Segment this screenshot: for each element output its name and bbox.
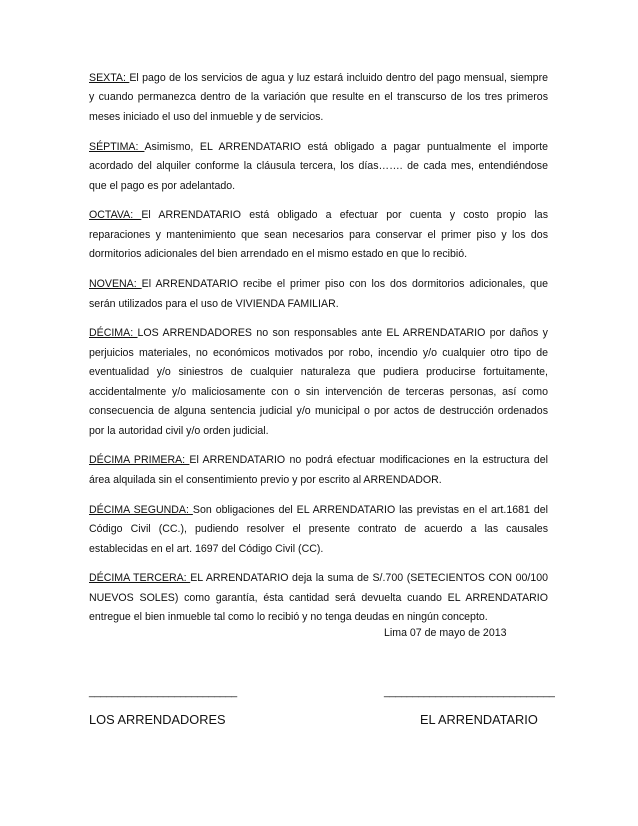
clause-text: El ARRENDATARIO está obligado a efectuar por cuenta y costo propio las reparaciones y mantenimiento que sean necesarios para conservar el primer piso y los dos dormitorios adicionales del bien arrendado en el mismo estado en que lo recibió.	[89, 209, 548, 261]
clause-label: DÉCIMA SEGUNDA:	[89, 503, 193, 516]
clause-decima-segunda	[89, 501, 548, 559]
clause-decima	[89, 324, 548, 440]
clause-label: OCTAVA:	[89, 209, 142, 222]
clause-sexta	[89, 69, 548, 127]
signature-line-arrendadores: __________________________	[89, 686, 237, 698]
signature-line-arrendatario: ______________________________	[384, 686, 555, 698]
clause-decima-tercera	[89, 569, 548, 627]
clause-text: Asimismo, EL ARRENDATARIO está obligado a pagar puntualmente el importe acordado del alquiler conforme la cláusula tercera, los días……. de cada mes, entendiéndose que el pago es por adelantado.	[89, 140, 548, 192]
clause-label: DÉCIMA TERCERA:	[89, 572, 191, 585]
clause-text: EL ARRENDATARIO deja la suma de S/.700 (SETECIENTOS CON 00/100 NUEVOS SOLES) como garantía, ésta cantidad será devuelta cuando EL ARRENDATARIO entregue el bien inmueble tal como lo recibió y no tenga deudas en ningún concepto.	[89, 572, 548, 624]
signature-label-arrendadores: LOS ARRENDADORES	[89, 712, 226, 727]
clause-text: El pago de los servicios de agua y luz estará incluido dentro del pago mensual, siempre y cuando permanezca dentro de la variación que resulte en el transcurso de los tres primeros meses iniciado el uso del inmueble y de servicios.	[89, 72, 548, 123]
clause-label: SEXTA:	[89, 72, 130, 84]
clause-text: El ARRENDATARIO recibe el primer piso con los dos dormitorios adicionales, que serán utilizados para el uso de VIVIENDA FAMILIAR.	[89, 278, 548, 310]
clause-text: El ARRENDATARIO no podrá efectuar modificaciones en la estructura del área alquilada sin el consentimiento previo y por escrito al ARRENDADOR.	[89, 454, 548, 486]
contract-clauses	[89, 69, 548, 638]
signature-label-arrendatario: EL ARRENDATARIO	[420, 712, 538, 727]
clause-text: Son obligaciones del EL ARRENDATARIO las previstas en el art.1681 del Código Civil (CC.), pudiendo resolver el presente contrato de acuerdo a las causales establecidas en el art. 1697 del Código Civil (CC).	[89, 503, 548, 555]
clause-label: NOVENA:	[89, 278, 142, 291]
clause-label: SÉPTIMA:	[89, 140, 145, 153]
clause-label: DÉCIMA PRIMERA:	[89, 454, 190, 467]
clause-septima	[89, 138, 548, 196]
clause-decima-primera	[89, 451, 548, 490]
clause-octava	[89, 206, 548, 264]
clause-label: DÉCIMA:	[89, 327, 138, 340]
signing-date: Lima 07 de mayo de 2013	[384, 627, 507, 639]
clause-text: LOS ARRENDADORES no son responsables ante EL ARRENDATARIO por daños y perjuicios materiales, no económicos motivados por robo, incendio y/o cualquier otro tipo de eventualidad y/o siniestros de cualquier naturaleza que pudiera producirse fortuitamente, accidentalmente y/o maliciosamente con o sin intervención de terceras personas, así como consecuencia de alguna sentencia judicial y/o municipal o por actos de destrucción ordenados por la autoridad civil y/o orden judicial.	[89, 327, 548, 437]
clause-novena	[89, 275, 548, 314]
